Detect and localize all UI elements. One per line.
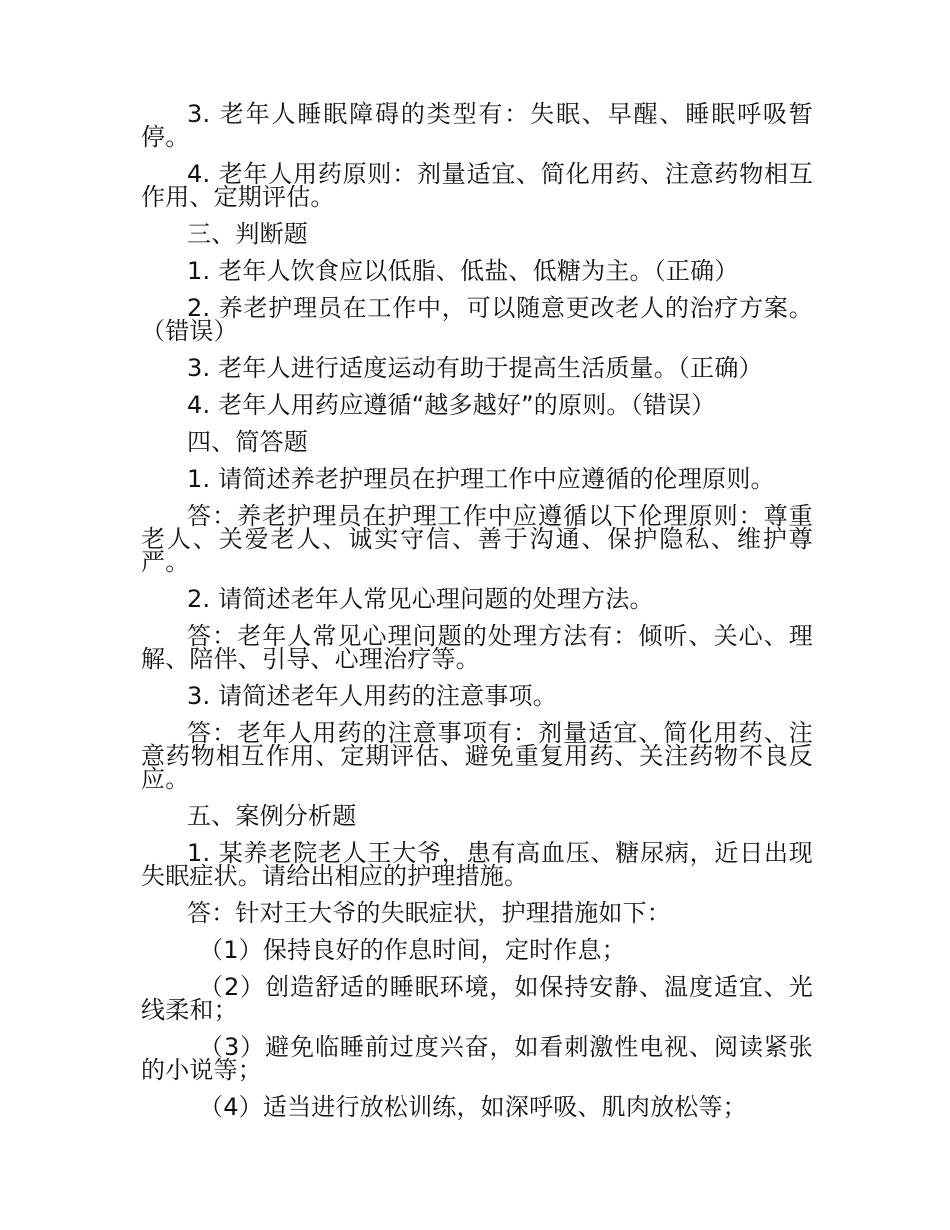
- question-item: 2. 请简述老年人常见心理问题的处理方法。: [187, 585, 654, 613]
- measure-item: （1）保持良好的作息时间，定时作息；: [199, 936, 626, 964]
- question-item: 1. 请简述养老护理员在护理工作中应遵循的伦理原则。: [187, 465, 775, 493]
- true-false-item: 1. 老年人饮食应以低脂、低盐、低糖为主。（正确）: [187, 257, 739, 285]
- section-heading-true-false: 三、判断题: [187, 220, 308, 248]
- true-false-item: 3. 老年人进行适度运动有助于提高生活质量。（正确）: [187, 354, 763, 382]
- question-item: 1. 某养老院老人王大爷，患有高血压、糖尿病，近日出现失眠症状。请给出相应的护理措施。: [141, 839, 813, 890]
- answer-item: 答：老年人常见心理问题的处理方法有：倾听、关心、理解、陪伴、引导、心理治疗等。: [141, 622, 813, 673]
- answer-item: 答：养老护理员在护理工作中应遵循以下伦理原则：尊重老人、关爱老人、诚实守信、善于沟通、保护隐私、维护尊严。: [141, 502, 813, 576]
- measure-item: （2）创造舒适的睡眠环境，如保持安静、温度适宜、光线柔和；: [141, 973, 813, 1024]
- question-item: 3. 请简述老年人用药的注意事项。: [187, 682, 557, 710]
- answer-item: 答：针对王大爷的失眠症状，护理措施如下：: [187, 899, 671, 927]
- measure-item: （4）适当进行放松训练，如深呼吸、肌肉放松等；: [199, 1093, 747, 1121]
- measure-item: （3）避免临睡前过度兴奋，如看刺激性电视、阅读紧张的小说等；: [141, 1033, 813, 1084]
- section-heading-short-answer: 四、简答题: [187, 428, 308, 456]
- answer-paragraph: 3. 老年人睡眠障碍的类型有：失眠、早醒、睡眠呼吸暂停。: [141, 100, 813, 151]
- answer-paragraph: 4. 老年人用药原则：剂量适宜、简化用药、注意药物相互作用、定期评估。: [141, 160, 813, 211]
- document-body: [141, 100, 813, 1133]
- answer-item: 答：老年人用药的注意事项有：剂量适宜、简化用药、注意药物相互作用、定期评估、避免重复用药、关注药物不良反应。: [141, 719, 813, 793]
- true-false-item: 2. 养老护理员在工作中，可以随意更改老人的治疗方案。（错误）: [141, 294, 813, 345]
- true-false-item: 4. 老年人用药应遵循“越多越好”的原则。（错误）: [187, 391, 716, 419]
- section-heading-case-analysis: 五、案例分析题: [187, 802, 357, 830]
